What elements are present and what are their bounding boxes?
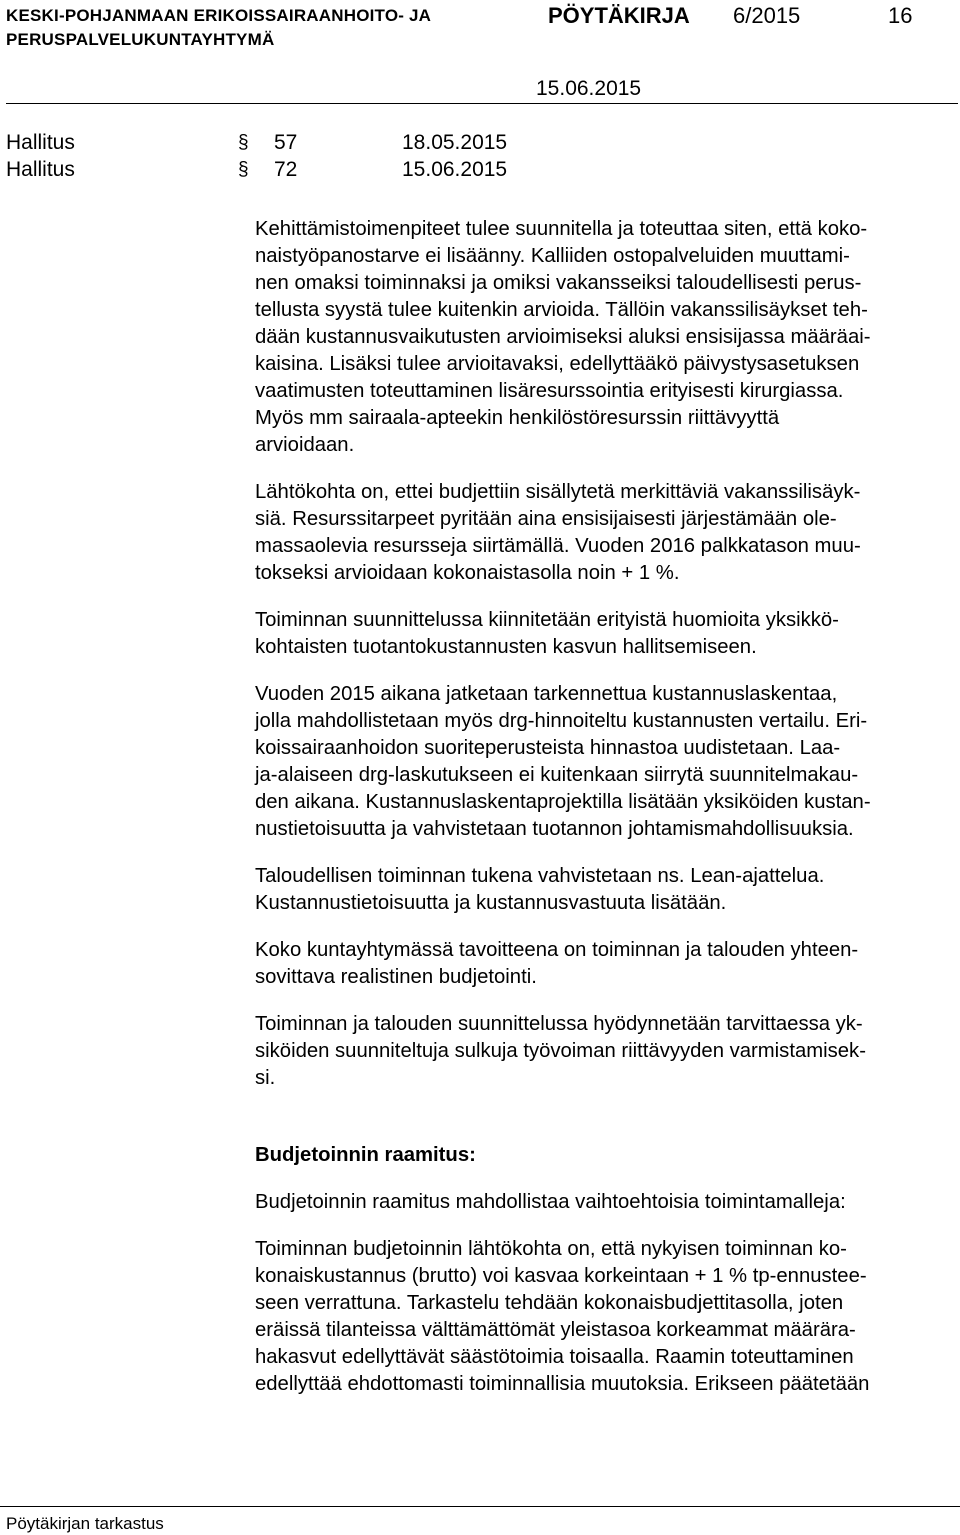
section-heading: Budjetoinnin raamitus:	[255, 1144, 476, 1166]
text-line: den aikana. Kustannuslaskentaprojektilla lisätään yksiköiden kustan-	[255, 791, 871, 813]
paragraph-budget-basis	[255, 479, 960, 587]
text-line: Koko kuntayhtymässä tavoitteena on toiminnan ja talouden yhteen-	[255, 939, 859, 961]
reference-body: Hallitus	[6, 158, 75, 181]
text-line: Budjetoinnin raamitus mahdollistaa vaihtoehtoisia toimintamalleja:	[255, 1191, 846, 1213]
reference-section-number: 57	[274, 131, 298, 154]
reference-section-number: 72	[274, 158, 298, 181]
document-number: 6/2015	[733, 3, 801, 28]
text-line: ja-alaiseen drg-laskutukseen ei kuitenkaan siirrytä suunnitelmakau-	[255, 764, 859, 786]
section-symbol-icon: §	[238, 159, 249, 180]
text-line: Toiminnan suunnittelussa kiinnitetään erityistä huomioita yksikkö-	[255, 609, 839, 631]
text-line: tellusta syystä tulee kuitenkin arvioida. Tällöin vakanssilisäykset teh-	[255, 299, 868, 321]
paragraph-realistic-budgeting	[255, 937, 960, 991]
text-line: Kehittämistoimenpiteet tulee suunnitella ja toteuttaa siten, että koko-	[255, 218, 868, 240]
text-line: Toiminnan ja talouden suunnittelussa hyödynnetään tarvittaessa yk-	[255, 1013, 863, 1035]
paragraph-staffing	[255, 216, 960, 459]
footer-divider	[0, 1506, 960, 1507]
text-line: Kustannustietoisuutta ja kustannusvastuuta lisätään.	[255, 892, 727, 914]
document-type: PÖYTÄKIRJA	[548, 3, 690, 28]
text-line: vaatimusten toteuttaminen lisäresurssointia erityisesti kirurgiassa.	[255, 380, 844, 402]
paragraph-closures	[255, 1011, 960, 1092]
paragraph-framing-detail	[255, 1236, 960, 1398]
organization-name-line-1: KESKI-POHJANMAAN ERIKOISSAIRAANHOITO- JA	[6, 6, 432, 25]
text-line: nen omaksi toiminnaksi ja omiksi vakansseiksi taloudellisesti perus-	[255, 272, 862, 294]
text-line: Toiminnan budjetoinnin lähtökohta on, että nykyisen toiminnan ko-	[255, 1238, 847, 1260]
text-line: sovittava realistinen budjetointi.	[255, 966, 537, 988]
text-line: seen verrattuna. Tarkastelu tehdään kokonaisbudjettitasolla, joten	[255, 1292, 844, 1314]
text-line: dään kustannusvaikutusten arvioimiseksi aluksi ensisijassa määräai-	[255, 326, 871, 348]
text-line: kohtaisten tuotantokustannusten kasvun hallitsemiseen.	[255, 636, 757, 658]
page-number: 16	[888, 3, 913, 28]
paragraph-cost-accounting	[255, 681, 960, 843]
reference-body: Hallitus	[6, 131, 75, 154]
text-line: hakasvut edellyttävät säästötoimia toisaalla. Raamin toteuttaminen	[255, 1346, 854, 1368]
text-line: jolla mahdollistetaan myös drg-hinnoiteltu kustannusten vertailu. Eri-	[255, 710, 868, 732]
reference-date: 15.06.2015	[402, 158, 508, 181]
reference-date: 18.05.2015	[402, 131, 508, 154]
text-line: Taloudellisen toiminnan tukena vahvistetaan ns. Lean-ajattelua.	[255, 865, 825, 887]
header-divider	[6, 103, 958, 104]
text-line: edellyttää ehdottomasti toiminnallisia muutoksia. Erikseen päätetään	[255, 1373, 870, 1395]
paragraph-unit-costs	[255, 607, 960, 661]
text-line: Myös mm sairaala-apteekin henkilöstöresurssin riittävyyttä	[255, 407, 780, 429]
organization-name-line-2: PERUSPALVELUKUNTAYHTYMÄ	[6, 30, 275, 49]
paragraph-framing-intro	[255, 1189, 960, 1216]
section-symbol-icon: §	[238, 132, 249, 153]
footer-label: Pöytäkirjan tarkastus	[6, 1514, 164, 1533]
text-line: siköiden suunniteltuja sulkuja työvoiman riittävyyden varmistamisek-	[255, 1040, 866, 1062]
text-line: koissairaanhoidon suoriteperusteista hinnastoa uudistetaan. Laa-	[255, 737, 841, 759]
text-line: naistyöpanostarve ei lisäänny. Kalliiden ostopalveluiden muuttami-	[255, 245, 850, 267]
paragraph-lean	[255, 863, 960, 917]
text-line: massaolevia resursseja siirtämällä. Vuoden 2016 palkkatason muu-	[255, 535, 861, 557]
organization-name	[6, 4, 431, 52]
text-line: kaisina. Lisäksi tulee arvioitavaksi, edellyttääkö päivystysasetuksen	[255, 353, 860, 375]
text-line: eräissä tilanteissa välttämättömät yleistasoa korkeammat määrära-	[255, 1319, 856, 1341]
section-body-text	[255, 1189, 960, 1398]
text-line: Vuoden 2015 aikana jatketaan tarkennettua kustannuslaskentaa,	[255, 683, 838, 705]
text-line: arvioidaan.	[255, 434, 355, 456]
text-line: konaiskustannus (brutto) voi kasvaa korkeintaan + 1 % tp-ennustee-	[255, 1265, 867, 1287]
text-line: tokseksi arvioidaan kokonaistasolla noin + 1 %.	[255, 562, 680, 584]
main-body-text	[255, 216, 960, 1092]
text-line: si.	[255, 1067, 276, 1089]
text-line: siä. Resurssitarpeet pyritään aina ensisijaisesti järjestämään ole-	[255, 508, 837, 530]
meeting-date: 15.06.2015	[536, 77, 642, 100]
text-line: Lähtökohta on, ettei budjettiin sisällytetä merkittäviä vakanssilisäyk-	[255, 481, 861, 503]
text-line: nustietoisuutta ja vahvistetaan tuotannon johtamismahdollisuuksia.	[255, 818, 854, 840]
